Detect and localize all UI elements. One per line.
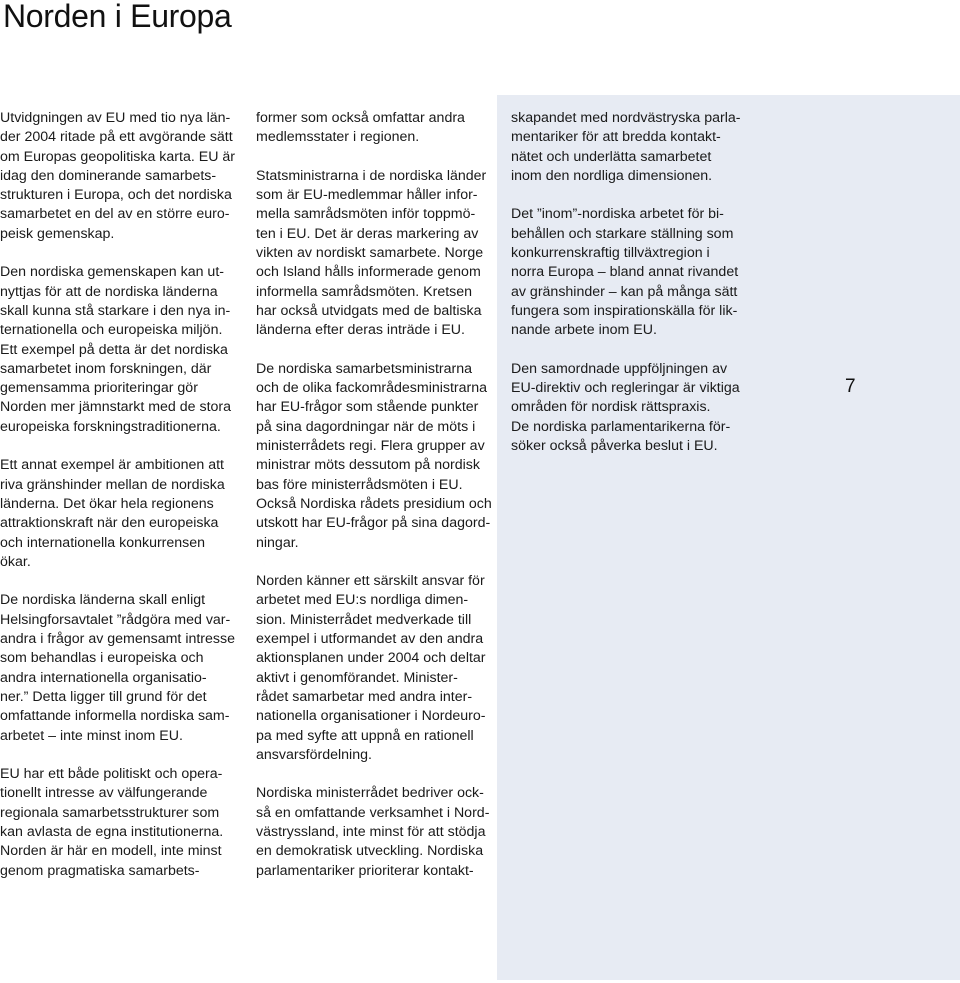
text-line: ten i EU. Det är deras markering av — [256, 225, 479, 242]
text-column-1 — [0, 109, 240, 900]
text-line: skall kunna stå starkare i den nya in- — [0, 302, 231, 319]
text-line: Statsministrarna i de nordiska länder — [256, 167, 487, 184]
text-line: så en omfattande verksamhet i Nord- — [256, 804, 490, 821]
paragraph — [256, 167, 496, 341]
text-line: aktivt i genomförandet. Minister- — [256, 669, 458, 686]
text-line: gemensamma prioriteringar gör — [0, 380, 198, 397]
text-line: EU-direktiv och regleringar är viktiga — [511, 380, 740, 397]
text-line: samarbetet en del av en större euro- — [0, 206, 230, 223]
text-line: idag den dominerande samarbets- — [0, 167, 217, 184]
text-line: av gränshinder – kan på många sätt — [511, 283, 738, 300]
text-column-2 — [256, 109, 496, 900]
text-line: och de olika fackområdesministrarna — [256, 380, 488, 397]
text-line: Ett annat exempel är ambitionen att — [0, 457, 224, 474]
text-line: områden för nordisk rättspraxis. — [511, 399, 711, 416]
paragraph — [256, 572, 496, 765]
text-line: och internationella konkurrensen — [0, 534, 206, 551]
text-line: inom den nordliga dimensionen. — [511, 167, 713, 184]
text-line: exempel i utformandet av den andra — [256, 631, 484, 648]
text-line: informella samrådsmöten. Kretsen — [256, 283, 473, 300]
text-line: nätet och underlätta samarbetet — [511, 148, 712, 165]
text-line: parlamentariker prioriterar kontakt- — [256, 862, 474, 879]
text-line: länderna efter deras inträde i EU. — [256, 322, 465, 339]
text-line: Norden känner ett särskilt ansvar för — [256, 573, 485, 590]
text-line: norra Europa – bland annat rivandet — [511, 264, 739, 281]
text-line: omfattande informella nordiska sam- — [0, 708, 230, 725]
text-line: och Island hålls informerade genom — [256, 264, 481, 281]
text-line: Den samordnade uppföljningen av — [511, 360, 728, 377]
page-title: Norden i Europa — [3, 0, 232, 34]
text-line: vikten av nordiskt samarbete. Norge — [256, 245, 484, 262]
text-line: om Europas geopolitiska karta. EU är — [0, 148, 235, 165]
text-line: ternationella och europeiska miljön. — [0, 322, 223, 339]
text-line: mella samrådsmöten inför toppmö- — [256, 206, 476, 223]
text-column-3 — [511, 109, 751, 476]
text-line: samarbetet inom forskningen, där — [0, 360, 212, 377]
paragraph — [0, 263, 240, 437]
text-line: ministrar möts dessutom på nordisk — [256, 457, 480, 474]
text-line: Helsingforsavtalet ”rådgöra med var- — [0, 611, 231, 628]
text-line: tionellt intresse av välfungerande — [0, 785, 208, 802]
text-line: har också utvidgats med de baltiska — [256, 302, 482, 319]
page-number: 7 — [845, 376, 856, 397]
text-line: ningar. — [256, 534, 299, 551]
text-line: De nordiska parlamentarikerna för- — [511, 418, 731, 435]
text-line: Ett exempel på detta är det nordiska — [0, 341, 228, 358]
paragraph — [256, 784, 496, 880]
text-line: genom pragmatiska samarbets- — [0, 862, 200, 879]
text-line: pa med syfte att uppnå en rationell — [256, 727, 474, 744]
text-line: mentariker för att bredda kontakt- — [511, 129, 721, 146]
text-line: Norden är här en modell, inte minst — [0, 843, 222, 860]
text-line: Det ”inom”-nordiska arbetet för bi- — [511, 206, 724, 223]
text-line: ökar. — [0, 553, 31, 570]
paragraph — [0, 456, 240, 572]
text-line: Också Nordiska rådets presidium och — [256, 495, 492, 512]
text-line: Nordiska ministerrådet bedriver ock- — [256, 785, 484, 802]
text-line: De nordiska länderna skall enligt — [0, 592, 206, 609]
text-line: utskott har EU-frågor på sina dagord- — [256, 515, 491, 532]
text-line: ansvarsfördelning. — [256, 746, 372, 763]
text-line: sion. Ministerrådet medverkade till — [256, 611, 472, 628]
paragraph — [0, 109, 240, 244]
text-line: har EU-frågor som stående punkter — [256, 399, 479, 416]
text-line: Norden mer jämnstarkt med de stora — [0, 399, 232, 416]
text-line: en demokratisk utveckling. Nordiska — [256, 843, 484, 860]
text-line: andra i frågor av gemensamt intresse — [0, 631, 235, 648]
text-line: fungera som inspirationskälla för lik- — [511, 302, 738, 319]
text-line: skapandet med nordvästryska parla- — [511, 110, 741, 126]
text-line: nationella organisationer i Nordeuro- — [256, 708, 486, 725]
text-line: peisk gemenskap. — [0, 225, 115, 242]
text-line: behållen och starkare ställning som — [511, 225, 734, 242]
text-line: rådet samarbetar med andra inter- — [256, 688, 473, 705]
text-line: västryssland, inte minst för att stödja — [256, 823, 486, 840]
text-line: strukturen i Europa, och det nordiska — [0, 187, 232, 204]
text-line: söker också påverka beslut i EU. — [511, 438, 718, 455]
text-line: attraktionskraft när den europeiska — [0, 515, 219, 532]
text-line: andra internationella organisatio- — [0, 669, 207, 686]
text-line: bas före ministerrådsmöten i EU. — [256, 476, 463, 493]
text-line: der 2004 ritade på ett avgörande sätt — [0, 129, 233, 146]
text-line: nande arbete inom EU. — [511, 322, 657, 339]
text-line: riva gränshinder mellan de nordiska — [0, 476, 225, 493]
text-line: på sina dagordningar när de möts i — [256, 418, 476, 435]
text-line: ner.” Detta ligger till grund för det — [0, 688, 207, 705]
paragraph — [511, 360, 751, 456]
text-line: arbetet – inte minst inom EU. — [0, 727, 183, 744]
text-line: som är EU-medlemmar håller infor- — [256, 187, 478, 204]
paragraph — [256, 360, 496, 553]
paragraph — [0, 591, 240, 745]
text-line: Utvidgningen av EU med tio nya län- — [0, 110, 231, 126]
text-line: regionala samarbetsstrukturer som — [0, 804, 220, 821]
text-line: konkurrenskraftig tillväxtregion i — [511, 245, 710, 262]
paragraph — [511, 109, 751, 186]
text-line: europeiska forskningstraditionerna. — [0, 418, 221, 435]
text-line: ministerrådets regi. Flera grupper av — [256, 438, 485, 455]
text-line: EU har ett både politiskt och opera- — [0, 766, 223, 783]
text-line: kan avlasta de egna institutionerna. — [0, 823, 224, 840]
paragraph — [256, 109, 496, 148]
text-line: nyttjas för att de nordiska länderna — [0, 283, 218, 300]
text-line: former som också omfattar andra — [256, 110, 465, 126]
text-line: medlemsstater i regionen. — [256, 129, 420, 146]
text-line: De nordiska samarbetsministrarna — [256, 360, 473, 377]
text-line: som behandlas i europeiska och — [0, 650, 204, 667]
text-line: länderna. Det ökar hela regionens — [0, 495, 214, 512]
paragraph — [511, 205, 751, 340]
paragraph — [0, 765, 240, 881]
text-line: arbetet med EU:s nordliga dimen- — [256, 592, 469, 609]
text-line: aktionsplanen under 2004 och deltar — [256, 650, 486, 667]
text-line: Den nordiska gemenskapen kan ut- — [0, 264, 224, 281]
